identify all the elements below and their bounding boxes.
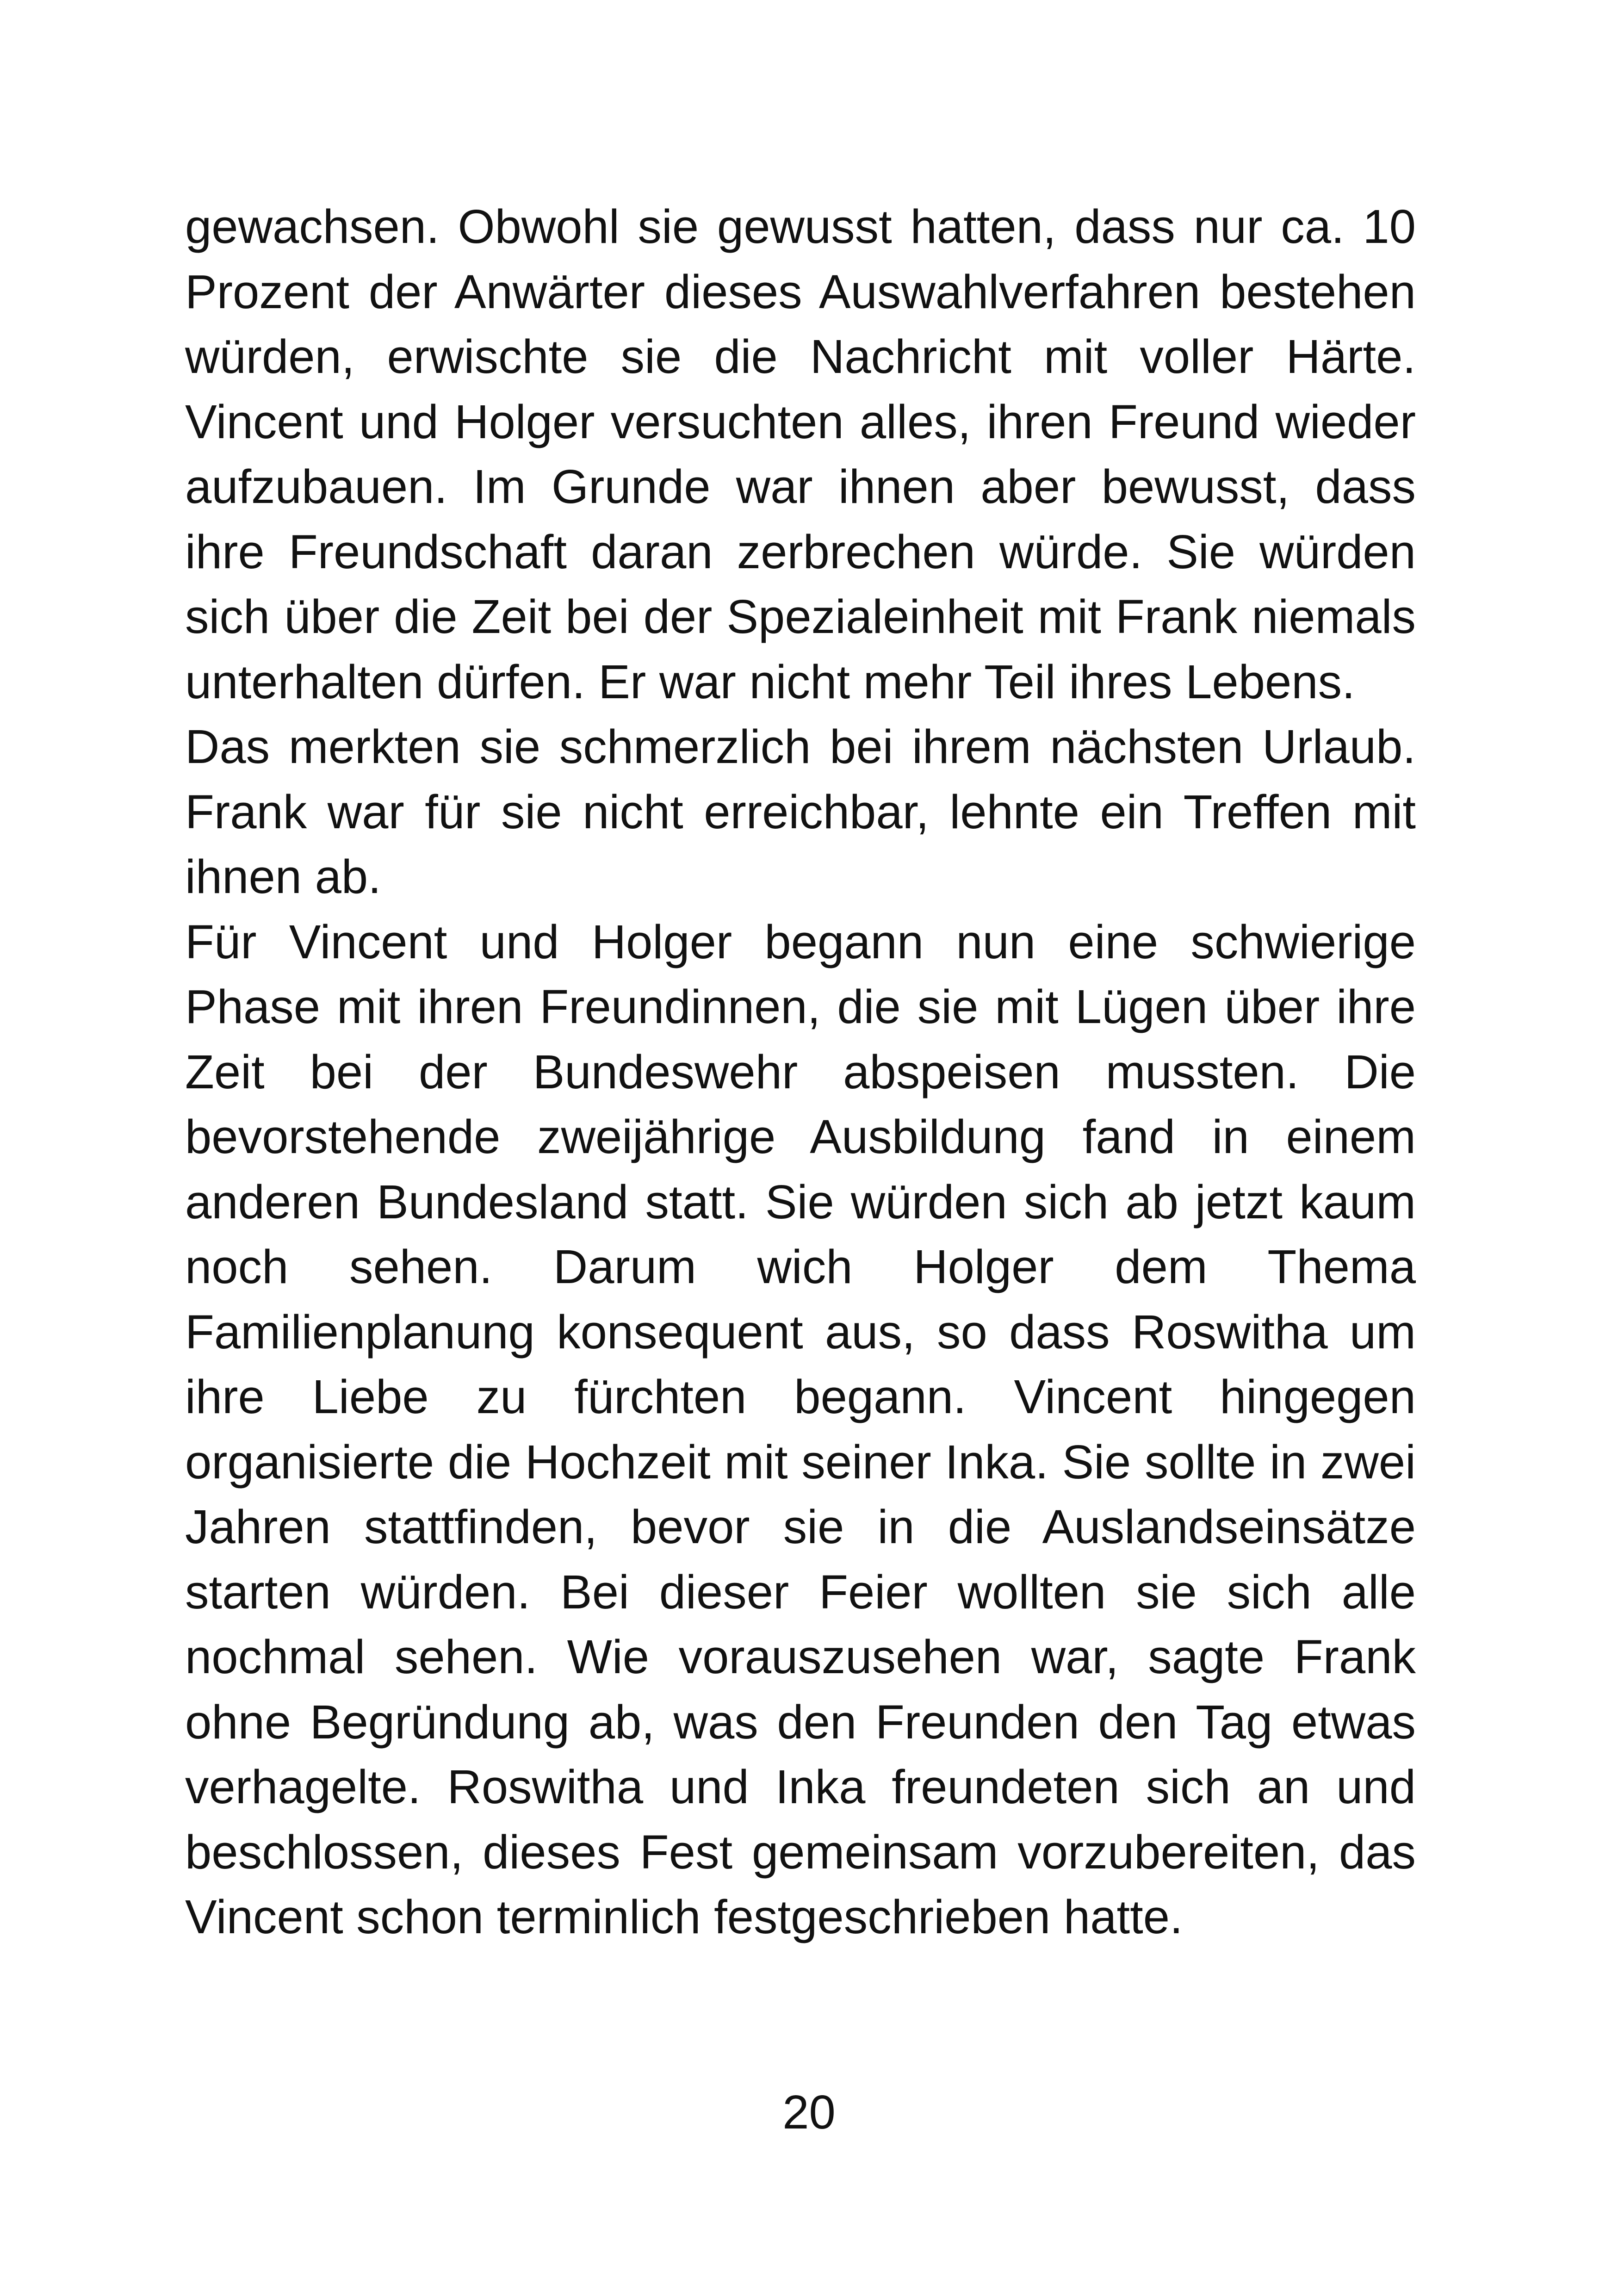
page-number: 20 (782, 2085, 836, 2139)
body-text (185, 194, 1416, 1950)
paragraph-3: Für Vincent und Holger begann nun eine schwierige Phase mit ihren Freundinnen, die sie mit Lügen über ihre Zeit bei der Bundeswehr abspeisen mussten. Die bevorstehende zweijährige Ausbildung fand in einem anderen Bundesland statt. Sie würden sich ab jetzt kaum noch sehen. Darum wich Holger dem Thema Familienplanung konsequent aus, so dass Roswitha um ihre Liebe zu fürchten begann. Vincent hingegen organisierte die Hochzeit mit seiner Inka. Sie sollte in zwei Jahren stattfinden, bevor sie in die Auslandseinsätze starten würden. Bei dieser Feier wollten sie sich alle nochmal sehen. Wie vorauszusehen war, sagte Frank ohne Begründung ab, was den Freunden den Tag etwas verhagelte. Roswitha und Inka freundeten sich an und beschlossen, dieses Fest gemeinsam vorzubereiten, das Vincent schon terminlich festgeschrieben hatte. (185, 915, 1416, 1943)
paragraph-2: Das merkten sie schmerzlich bei ihrem nächsten Urlaub. Frank war für sie nicht erreichbar, lehnte ein Treffen mit ihnen ab. (185, 720, 1416, 903)
paragraph-1: gewachsen. Obwohl sie gewusst hatten, dass nur ca. 10 Prozent der Anwärter dieses Auswahlverfahren bestehen würden, erwischte sie die Nachricht mit voller Härte. Vincent und Holger versuchten alles, ihren Freund wieder aufzubauen. Im Grunde war ihnen aber bewusst, dass ihre Freundschaft daran zerbrechen würde. Sie würden sich über die Zeit bei der Spezialeinheit mit Frank niemals unterhalten dürfen. Er war nicht mehr Teil ihres Lebens. (185, 200, 1416, 708)
